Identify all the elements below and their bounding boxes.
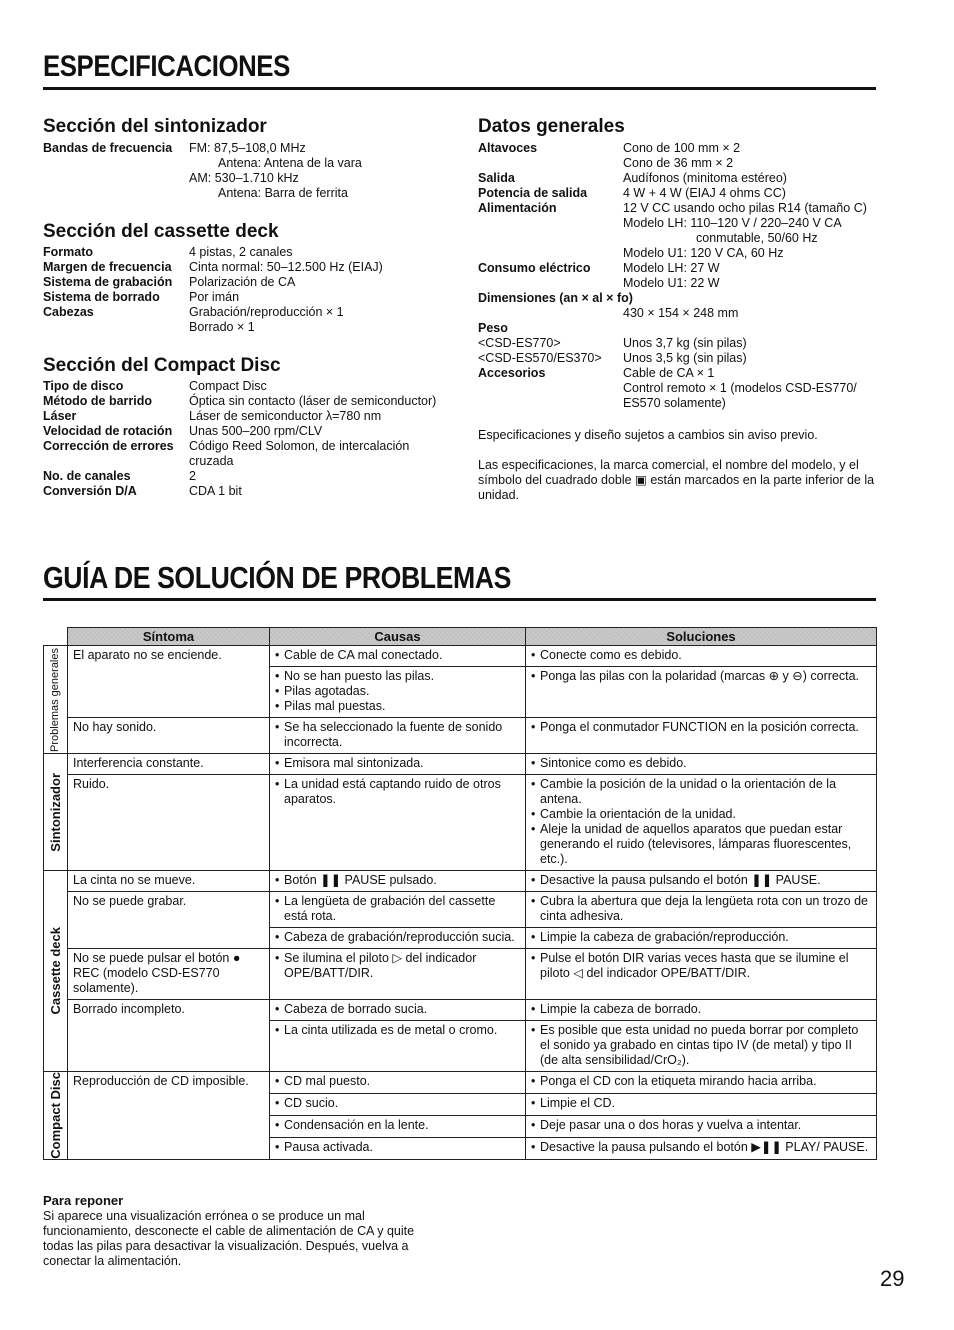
solution-item: • Limpie la cabeza de grabación/reproducción. [531, 930, 871, 945]
spec-value: Cono de 36 mm × 2 [623, 156, 734, 170]
accessory-line: Control remoto × 1 (modelos CSD-ES770/ [623, 381, 857, 395]
spec-row [43, 275, 453, 290]
spec-value: Grabación/reproducción × 1 [189, 305, 344, 319]
tuner-line: FM: 87,5–108,0 MHz [189, 141, 306, 155]
spec-key [478, 156, 623, 171]
solution-cell [526, 949, 877, 1000]
spec-value: Modelo LH: 27 W [623, 261, 720, 275]
spec-value: Modelo U1: 22 W [623, 276, 720, 290]
weight-value: Unos 3,7 kg (sin pilas) [623, 336, 747, 350]
spec-key: Potencia de salida [478, 186, 588, 200]
cause-item: • Se ha seleccionado la fuente de sonido incorrecta. [275, 720, 520, 750]
dimensions-label: Dimensiones (an × al × fo) [478, 291, 633, 305]
solution-item: • Desactive la pausa pulsando el botón ❚❚ PAUSE. [531, 873, 871, 888]
cause-cell [270, 892, 526, 928]
cd-specs [43, 379, 453, 499]
category-general [44, 646, 68, 754]
spec-heading: ESPECIFICACIONES [43, 50, 290, 83]
spec-key [478, 276, 623, 291]
spec-row [478, 261, 878, 276]
troubleshooting-table [43, 627, 877, 1160]
cause-cell [270, 667, 526, 718]
table-row [44, 775, 877, 871]
cause-cell [270, 754, 526, 775]
spec-change-note: Especificaciones y diseño sujetos a cambios sin aviso previo. [478, 428, 818, 442]
solution-item: • Sintonice como es debido. [531, 756, 871, 771]
symptom-cell: Reproducción de CD imposible. [68, 1072, 270, 1160]
accessories-label: Accesorios [478, 366, 546, 380]
spec-key: Sistema de borrado [43, 290, 160, 304]
weight-model: <CSD-ES570/ES370> [478, 351, 602, 365]
spec-value: Unas 500–200 rpm/CLV [189, 424, 323, 438]
solution-item: • Ponga el conmutador FUNCTION en la posición correcta. [531, 720, 871, 735]
spec-value: 2 [189, 469, 196, 483]
tuner-line: AM: 530–1.710 kHz [189, 171, 299, 185]
page-number: 29 [880, 1266, 905, 1291]
spec-key: No. de canales [43, 469, 131, 483]
header-solutions: Soluciones [526, 628, 877, 646]
cause-cell [270, 928, 526, 949]
cause-item: • La cinta utilizada es de metal o cromo. [275, 1023, 520, 1038]
spec-value: Borrado × 1 [189, 320, 255, 334]
spec-value: Audífonos (minitoma estéreo) [623, 171, 787, 185]
spec-key: Método de barrido [43, 394, 153, 408]
cause-item: • Pausa activada. [275, 1140, 520, 1155]
cause-item: • Se ilumina el piloto ▷ del indicador OPE/BATT/DIR. [275, 951, 520, 981]
cause-item: • CD mal puesto. [275, 1074, 520, 1089]
solution-item: • Limpie el CD. [531, 1096, 871, 1111]
table-row [44, 892, 877, 928]
table-row [44, 871, 877, 892]
spec-row [43, 439, 453, 469]
symptom-cell: La cinta no se mueve. [68, 871, 270, 892]
cause-item: • La unidad está captando ruido de otros aparatos. [275, 777, 520, 807]
weight-label: Peso [478, 321, 508, 335]
solution-cell [526, 1021, 877, 1072]
spec-value: 4 pistas, 2 canales [189, 245, 293, 259]
general-title: Datos generales [478, 116, 625, 137]
cause-cell [270, 646, 526, 667]
solution-cell [526, 1115, 877, 1137]
cause-item: • Condensación en la lente. [275, 1118, 520, 1133]
cause-item: • Pilas mal puestas. [275, 699, 520, 714]
solution-cell [526, 1137, 877, 1159]
spec-value: Cinta normal: 50–12.500 Hz (EIAJ) [189, 260, 383, 274]
spec-key: Formato [43, 245, 93, 259]
spec-row [478, 276, 878, 291]
spec-value: 4 W + 4 W (EIAJ 4 ohms CC) [623, 186, 786, 200]
reset-title: Para reponer [43, 1193, 124, 1208]
spec-row [43, 469, 453, 484]
spec-row [478, 156, 878, 171]
dimensions-value: 430 × 154 × 248 mm [623, 306, 739, 320]
spec-key: Tipo de disco [43, 379, 124, 393]
solution-cell [526, 1072, 877, 1094]
symptom-cell: El aparato no se enciende. [68, 646, 270, 718]
solution-item: • Pulse el botón DIR varias veces hasta que se ilumine el piloto ◁ del indicador OPE/BATT/DIR. [531, 951, 871, 981]
spec-key [478, 231, 623, 246]
spec-key: Cabezas [43, 305, 94, 319]
table-row [44, 1000, 877, 1021]
category-label: Problemas generales [49, 647, 61, 752]
solution-cell [526, 775, 877, 871]
solution-cell [526, 1000, 877, 1021]
category-label: Compact Disc [48, 1072, 63, 1159]
solution-item: • Es posible que esta unidad no pueda borrar por completo el sonido ya grabado en cintas tipo IV (de metal) y tipo II (de alta sensibilidad/CrO₂). [531, 1023, 871, 1068]
spec-key [478, 216, 623, 231]
accessory-line: ES570 solamente) [623, 396, 726, 410]
spec-row [478, 246, 878, 261]
weight-row [478, 336, 878, 351]
spec-key: Sistema de grabación [43, 275, 173, 289]
solution-item: • Limpie la cabeza de borrado. [531, 1002, 871, 1017]
solution-item: • Ponga las pilas con la polaridad (marcas ⊕ y ⊖) correcta. [531, 669, 871, 684]
category-cassette [44, 871, 68, 1072]
spec-row [43, 305, 453, 320]
solution-cell [526, 667, 877, 718]
spec-row [43, 409, 453, 424]
header-symptom: Síntoma [68, 628, 270, 646]
spec-value: Compact Disc [189, 379, 267, 393]
cause-item: • Cabeza de grabación/reproducción sucia. [275, 930, 520, 945]
table-row [44, 949, 877, 1000]
solution-item: • Cambie la posición de la unidad o la orientación de la antena. [531, 777, 871, 807]
tuner-title: Sección del sintonizador [43, 116, 267, 137]
cause-item: • Cable de CA mal conectado. [275, 648, 520, 663]
spec-key: Láser [43, 409, 77, 423]
spec-value: 12 V CC usando ocho pilas R14 (tamaño C) [623, 201, 867, 215]
spec-row [43, 245, 453, 260]
spec-key: Corrección de errores [43, 439, 174, 453]
spec-key: Conversión D/A [43, 484, 137, 498]
spec-row [43, 320, 453, 335]
tuner-label: Bandas de frecuencia [43, 141, 173, 155]
spec-value: Modelo LH: 110–120 V / 220–240 V CA [623, 216, 842, 230]
cause-item: • Cabeza de borrado sucia. [275, 1002, 520, 1017]
spec-key: Margen de frecuencia [43, 260, 172, 274]
general-specs [478, 141, 878, 411]
spec-row [43, 394, 453, 409]
solution-cell [526, 892, 877, 928]
spec-row [478, 201, 878, 216]
cause-cell [270, 1021, 526, 1072]
cause-item: • La lengüeta de grabación del cassette está rota. [275, 894, 520, 924]
cause-cell [270, 1093, 526, 1115]
spec-key: Altavoces [478, 141, 538, 155]
header-corner [44, 628, 68, 646]
spec-row [478, 231, 878, 246]
category-label: Cassette deck [48, 927, 63, 1015]
cause-cell [270, 949, 526, 1000]
cause-cell [270, 775, 526, 871]
table-row [44, 646, 877, 667]
weight-row [478, 351, 878, 366]
solution-item: • Desactive la pausa pulsando el botón ▶❚❚ PLAY/ PAUSE. [531, 1140, 871, 1155]
category-tuner [44, 754, 68, 871]
spec-key [43, 320, 189, 335]
spec-key: Consumo eléctrico [478, 261, 591, 275]
spec-key: Salida [478, 171, 515, 185]
cause-item: • Botón ❚❚ PAUSE pulsado. [275, 873, 520, 888]
cause-cell [270, 1000, 526, 1021]
trouble-heading-rule [43, 598, 876, 601]
spec-row [43, 424, 453, 439]
spec-value: Óptica sin contacto (láser de semiconductor) [189, 394, 437, 408]
accessories-row [478, 366, 878, 411]
cause-cell [270, 718, 526, 754]
spec-heading-rule [43, 87, 876, 90]
solution-cell [526, 754, 877, 775]
spec-value: Polarización de CA [189, 275, 296, 289]
weight-model: <CSD-ES770> [478, 336, 561, 350]
spec-value: Láser de semiconductor λ=780 nm [189, 409, 382, 423]
table-row [44, 1072, 877, 1094]
tuner-line: Antena: Antena de la vara [218, 156, 362, 170]
cd-title: Sección del Compact Disc [43, 355, 281, 376]
cause-cell [270, 1115, 526, 1137]
category-label: Sintonizador [48, 772, 63, 852]
weight-value: Unos 3,5 kg (sin pilas) [623, 351, 747, 365]
spec-row [478, 186, 878, 201]
tuner-specs [43, 141, 443, 201]
table-row [44, 718, 877, 754]
cassette-specs [43, 245, 453, 335]
spec-value: Código Reed Solomon, de intercalación cruzada [189, 439, 410, 468]
cause-item: • Emisora mal sintonizada. [275, 756, 520, 771]
symptom-cell: Borrado incompleto. [68, 1000, 270, 1072]
solution-cell [526, 928, 877, 949]
solution-item: • Aleje la unidad de aquellos aparatos que puedan estar generando el ruido (televisores, lámparas fluorescentes, etc.). [531, 822, 871, 867]
accessory-line: Cable de CA × 1 [623, 366, 715, 380]
solution-item: • Cubra la abertura que deja la lengüeta rota con un trozo de cinta adhesiva. [531, 894, 871, 924]
spec-row [43, 260, 453, 275]
solution-cell [526, 1093, 877, 1115]
tuner-line: Antena: Barra de ferrita [218, 186, 348, 200]
spec-value: Por imán [189, 290, 240, 304]
spec-key: Alimentación [478, 201, 557, 215]
spec-row [43, 484, 453, 499]
symptom-cell: No hay sonido. [68, 718, 270, 754]
solution-item: • Cambie la orientación de la unidad. [531, 807, 871, 822]
symptom-cell: Ruido. [68, 775, 270, 871]
spec-row [478, 171, 878, 186]
solution-cell [526, 646, 877, 667]
spec-key: Velocidad de rotación [43, 424, 173, 438]
spec-row [478, 216, 878, 231]
symptom-cell: Interferencia constante. [68, 754, 270, 775]
solution-item: • Conecte como es debido. [531, 648, 871, 663]
spec-row [43, 290, 453, 305]
reset-text: Si aparece una visualización errónea o se produce un mal funcionamiento, desconecte el cable de alimentación de CA y quite todas las pilas para desactivar la visualización. Después, vuelva a conectar la alimentación. [43, 1209, 415, 1268]
spec-value: CDA 1 bit [189, 484, 242, 498]
spec-value: Modelo U1: 120 V CA, 60 Hz [623, 246, 784, 260]
cause-item: • Pilas agotadas. [275, 684, 520, 699]
spec-value: conmutable, 50/60 Hz [696, 231, 818, 245]
solution-cell [526, 718, 877, 754]
symptom-cell: No se puede grabar. [68, 892, 270, 949]
solution-item: • Deje pasar una o dos horas y vuelva a intentar. [531, 1118, 871, 1133]
cause-cell [270, 1072, 526, 1094]
solution-cell [526, 871, 877, 892]
header-causes: Causas [270, 628, 526, 646]
marking-note: Las especificaciones, la marca comercial, el nombre del modelo, y el símbolo del cuadrado doble ▣ están marcados en la parte inferior de la unidad. [478, 458, 875, 502]
spec-row [478, 141, 878, 156]
cause-cell [270, 871, 526, 892]
table-header-row [44, 628, 877, 646]
cassette-title: Sección del cassette deck [43, 221, 279, 242]
cause-item: • CD sucio. [275, 1096, 520, 1111]
cause-item: • No se han puesto las pilas. [275, 669, 520, 684]
trouble-heading: GUÍA DE SOLUCIÓN DE PROBLEMAS [43, 560, 511, 595]
solution-item: • Ponga el CD con la etiqueta mirando hacia arriba. [531, 1074, 871, 1089]
spec-row [43, 379, 453, 394]
table-row [44, 754, 877, 775]
symptom-cell: No se puede pulsar el botón ● REC (modelo CSD-ES770 solamente). [68, 949, 270, 1000]
spec-key [478, 246, 623, 261]
spec-value: Cono de 100 mm × 2 [623, 141, 741, 155]
category-cd [44, 1072, 68, 1160]
cause-cell [270, 1137, 526, 1159]
